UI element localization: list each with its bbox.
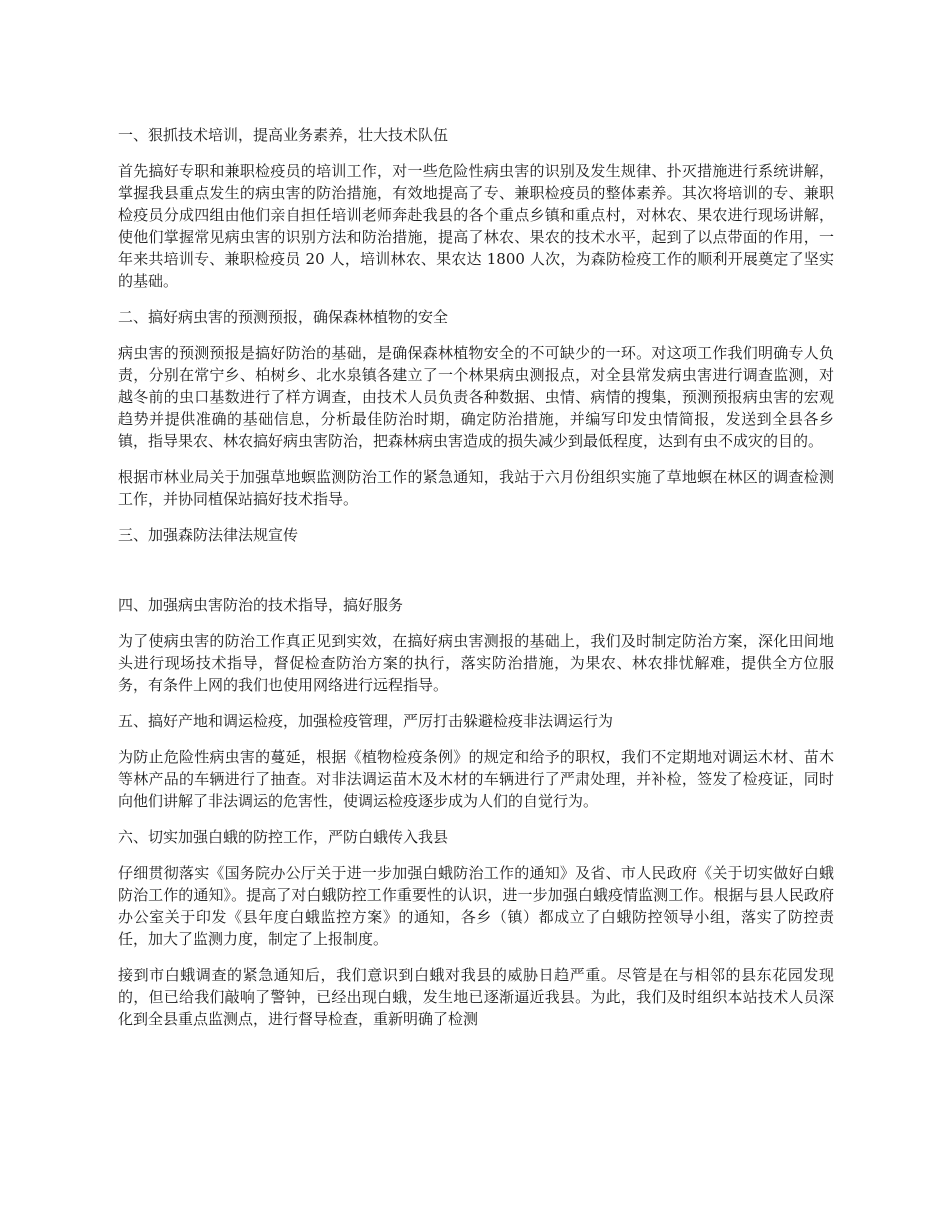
- section-4-paragraph-1: 为了使病虫害的防治工作真正见到实效，在搞好病虫害测报的基础上，我们及时制定防治方案，深化田间地头进行现场技术指导，督促检查防治方案的执行，落实防治措施，为果农、林农排忧解难，提供全方位服务，有条件上网的我们也使用网络进行远程指导。: [118, 632, 834, 694]
- section-2-paragraph-1: 病虫害的预测预报是搞好防治的基础，是确保森林植物安全的不可缺少的一环。对这项工作我们明确专人负责，分别在常宁乡、柏树乡、北水泉镇各建立了一个林果病虫测报点，对全县常发病虫害进行调查监测，对越冬前的虫口基数进行了样方调查，由技术人员负责各种数据、虫情、病情的搜集，预测预报病虫害的宏观趋势并提供准确的基础信息，分析最佳防治时期，确定防治措施，并编写印发虫情简报，发送到全县各乡镇，指导果农、林农搞好病虫害防治，把森林病虫害造成的损失减少到最低程度，达到有虫不成灾的目的。: [118, 344, 834, 450]
- section-5-heading: 五、搞好产地和调运检疫，加强检疫管理，严厉打击躲避检疫非法调运行为: [118, 712, 614, 730]
- section-5-paragraph-1: 为防止危险性病虫害的蔓延，根据《植物检疫条例》的规定和给予的职权，我们不定期地对调运木材、苗木等林产品的车辆进行了抽查。对非法调运苗木及木材的车辆进行了严肃处理，并补检，签发了检疫证，同时向他们讲解了非法调运的危害性，使调运检疫逐步成为人们的自觉行为。: [118, 748, 834, 810]
- section-1-paragraph-1: 首先搞好专职和兼职检疫员的培训工作，对一些危险性病虫害的识别及发生规律、扑灭措施进行系统讲解，掌握我县重点发生的病虫害的防治措施，有效地提高了专、兼职检疫员的整体素养。其次将培训的专、兼职检疫员分成四组由他们亲自担任培训老师奔赴我县的各个重点乡镇和重点村，对林农、果农进行现场讲解，使他们掌握常见病虫害的识别方法和防治措施，提高了林农、果农的技术水平，起到了以点带面的作用，一年来共培训专、兼职检疫员 20 人，培训林农、果农达 1800 人次，为森防检疫工作的顺利开展奠定了坚实的基础。: [118, 162, 834, 290]
- section-1-heading: 一、狠抓技术培训，提高业务素养，壮大技术队伍: [118, 126, 449, 144]
- section-6-heading: 六、切实加强白蛾的防控工作，严防白蛾传入我县: [118, 828, 449, 846]
- section-2-paragraph-2: 根据市林业局关于加强草地螟监测防治工作的紧急通知，我站于六月份组织实施了草地螟在林区的调查检测工作，并协同植保站搞好技术指导。: [118, 468, 834, 508]
- section-4-heading: 四、加强病虫害防治的技术指导，搞好服务: [118, 596, 404, 614]
- section-3-heading: 三、加强森防法律法规宣传: [118, 526, 299, 544]
- section-6-paragraph-1: 仔细贯彻落实《国务院办公厅关于进一步加强白蛾防治工作的通知》及省、市人民政府《关于切实做好白蛾防治工作的通知》。提高了对白蛾防控工作重要性的认识，进一步加强白蛾疫情监测工作。根据与县人民政府办公室关于印发《县年度白蛾监控方案》的通知，各乡（镇）都成立了白蛾防控领导小组，落实了防控责任，加大了监测力度，制定了上报制度。: [118, 864, 834, 948]
- blank-space: [118, 560, 834, 594]
- document-body: [118, 124, 834, 1044]
- section-6-paragraph-2: 接到市白蛾调查的紧急通知后，我们意识到白蛾对我县的威胁日趋严重。尽管是在与相邻的县东花园发现的，但已给我们敲响了警钟，已经出现白蛾，发生地已逐渐逼近我县。为此，我们及时组织本站技术人员深化到全县重点监测点，进行督导检查，重新明确了检测: [118, 966, 834, 1028]
- section-2-heading: 二、搞好病虫害的预测预报，确保森林植物的安全: [118, 308, 449, 326]
